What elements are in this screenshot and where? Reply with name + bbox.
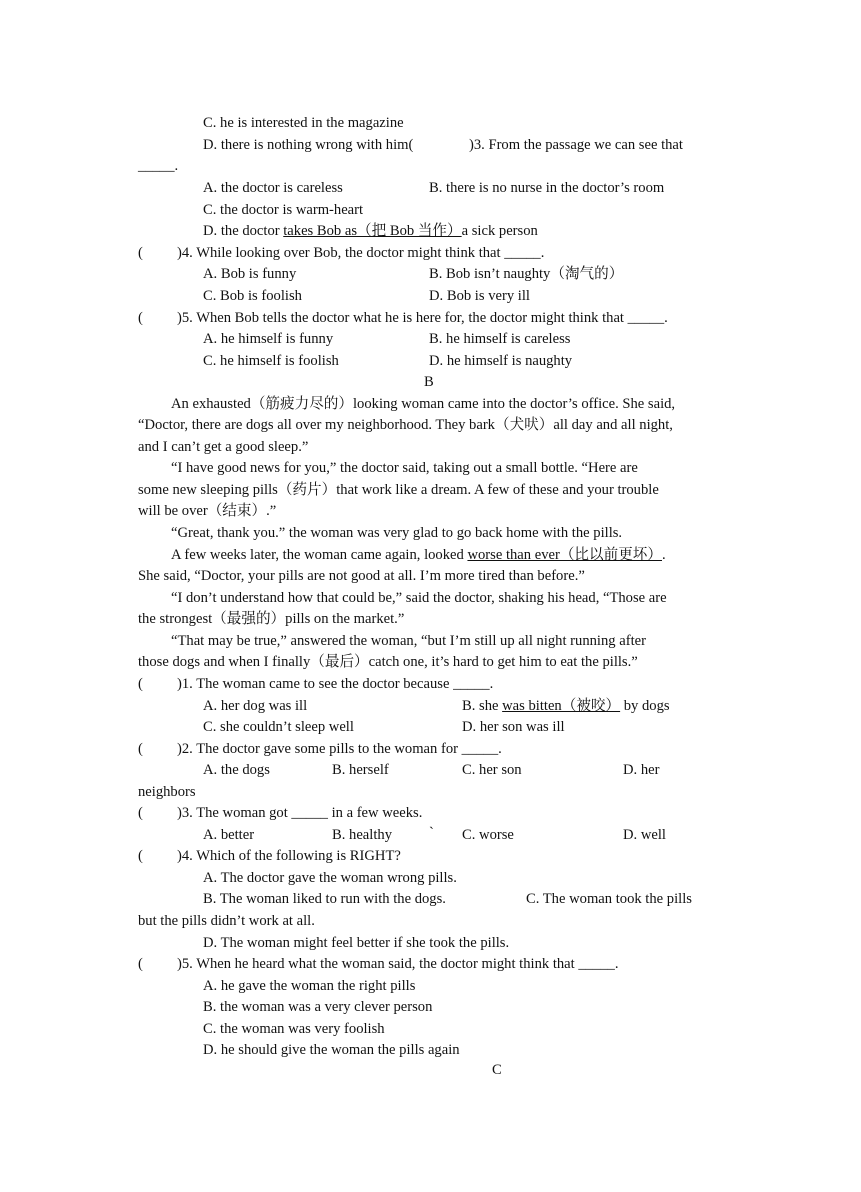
option-b: B. herself xyxy=(332,762,389,778)
option-d xyxy=(203,221,538,241)
option-c: C. he himself is foolish xyxy=(203,353,339,369)
passage-line: the strongest（最强的）pills on the market.” xyxy=(138,611,405,627)
option-b: B. healthy xyxy=(332,827,392,843)
question-3-stem: )3. The woman got _____ in a few weeks. xyxy=(177,805,423,821)
text: by dogs xyxy=(620,698,670,714)
option-c: C. she couldn’t sleep well xyxy=(203,719,354,735)
passage-line xyxy=(171,545,666,565)
option-d: D. there is nothing wrong with him( xyxy=(203,137,414,153)
text: B. she xyxy=(462,698,503,714)
answer-paren: ( xyxy=(138,676,143,692)
option-d: D. he himself is naughty xyxy=(429,353,573,369)
option-d: D. her xyxy=(623,762,660,778)
option-d: D. The woman might feel better if she took the pills. xyxy=(203,935,510,951)
answer-paren: ( xyxy=(138,310,143,326)
option-d-wrap: neighbors xyxy=(138,784,196,800)
underlined-phrase: takes Bob as（把 Bob 当作） xyxy=(283,223,462,239)
passage-line: will be over（结束）.” xyxy=(138,503,277,519)
question-4-stem: )4. While looking over Bob, the doctor might think that _____. xyxy=(177,245,545,261)
text: a sick person xyxy=(461,223,538,239)
option-b: B. Bob isn’t naughty（淘气的） xyxy=(429,266,624,282)
option-d: D. he should give the woman the pills again xyxy=(203,1042,460,1058)
option-c: C. the doctor is warm-heart xyxy=(203,202,364,218)
option-b: B. The woman liked to run with the dogs. xyxy=(203,891,446,907)
option-a: A. he himself is funny xyxy=(203,331,334,347)
option-b: B. the woman was a very clever person xyxy=(203,999,433,1015)
option-a: A. the dogs xyxy=(203,762,270,778)
passage-line: “I don’t understand how that could be,” said the doctor, shaking his head, “Those are xyxy=(171,590,667,606)
option-d: D. her son was ill xyxy=(462,719,565,735)
passage-line: those dogs and when I finally（最后）catch one, it’s hard to get him to eat the pills.” xyxy=(138,654,638,670)
option-a: A. the doctor is careless xyxy=(203,180,343,196)
question-1-stem: )1. The woman came to see the doctor because _____. xyxy=(177,676,494,692)
option-b: B. he himself is careless xyxy=(429,331,571,347)
question-4-stem: )4. Which of the following is RIGHT? xyxy=(177,848,401,864)
passage-line: She said, “Doctor, your pills are not good at all. I’m more tired than before.” xyxy=(138,568,585,584)
answer-paren: ( xyxy=(138,956,143,972)
option-c: C. her son xyxy=(462,762,522,778)
option-a: A. her dog was ill xyxy=(203,698,308,714)
passage-line: and I can’t get a good sleep.” xyxy=(138,439,309,455)
option-a: A. Bob is funny xyxy=(203,266,297,282)
option-d: D. well xyxy=(623,827,666,843)
option-c: C. the woman was very foolish xyxy=(203,1021,385,1037)
passage-line: “Great, thank you.” the woman was very glad to go back home with the pills. xyxy=(171,525,623,541)
passage-line: “That may be true,” answered the woman, “but I’m still up all night running after xyxy=(171,633,646,649)
passage-line: “I have good news for you,” the doctor said, taking out a small bottle. “Here are xyxy=(171,460,638,476)
answer-paren: ( xyxy=(138,848,143,864)
passage-line: An exhausted（筋疲力尽的）looking woman came into the doctor’s office. She said, xyxy=(171,396,676,412)
option-b xyxy=(462,696,670,716)
text: . xyxy=(662,547,666,563)
option-a: A. better xyxy=(203,827,255,843)
option-d: D. Bob is very ill xyxy=(429,288,530,304)
passage-line: “Doctor, there are dogs all over my neighborhood. They bark（犬吠）all day and all night, xyxy=(138,417,673,433)
answer-blank: _____. xyxy=(138,158,179,174)
option-c: C. Bob is foolish xyxy=(203,288,302,304)
option-c: C. he is interested in the magazine xyxy=(203,115,404,131)
section-heading: C xyxy=(492,1062,502,1078)
passage-line: some new sleeping pills（药片）that work like a dream. A few of these and your trouble xyxy=(138,482,659,498)
stray-mark: ` xyxy=(429,825,434,841)
question-3-stem: )3. From the passage we can see that xyxy=(469,137,683,153)
option-b: B. there is no nurse in the doctor’s room xyxy=(429,180,665,196)
underlined-phrase: worse than ever（比以前更坏） xyxy=(467,547,662,563)
question-5-stem: )5. When Bob tells the doctor what he is here for, the doctor might think that _____. xyxy=(177,310,668,326)
option-a: A. he gave the woman the right pills xyxy=(203,978,416,994)
text: A few weeks later, the woman came again, looked xyxy=(171,547,468,563)
underlined-phrase: was bitten（被咬） xyxy=(502,698,621,714)
section-heading: B xyxy=(424,374,434,390)
option-c-wrap: but the pills didn’t work at all. xyxy=(138,913,315,929)
answer-paren: ( xyxy=(138,741,143,757)
option-c: C. The woman took the pills xyxy=(526,891,692,907)
option-c: C. worse xyxy=(462,827,514,843)
question-5-stem: )5. When he heard what the woman said, the doctor might think that _____. xyxy=(177,956,619,972)
text: D. the doctor xyxy=(203,223,284,239)
option-a: A. The doctor gave the woman wrong pills. xyxy=(203,870,457,886)
answer-paren: ( xyxy=(138,245,143,261)
question-2-stem: )2. The doctor gave some pills to the woman for _____. xyxy=(177,741,502,757)
answer-paren: ( xyxy=(138,805,143,821)
